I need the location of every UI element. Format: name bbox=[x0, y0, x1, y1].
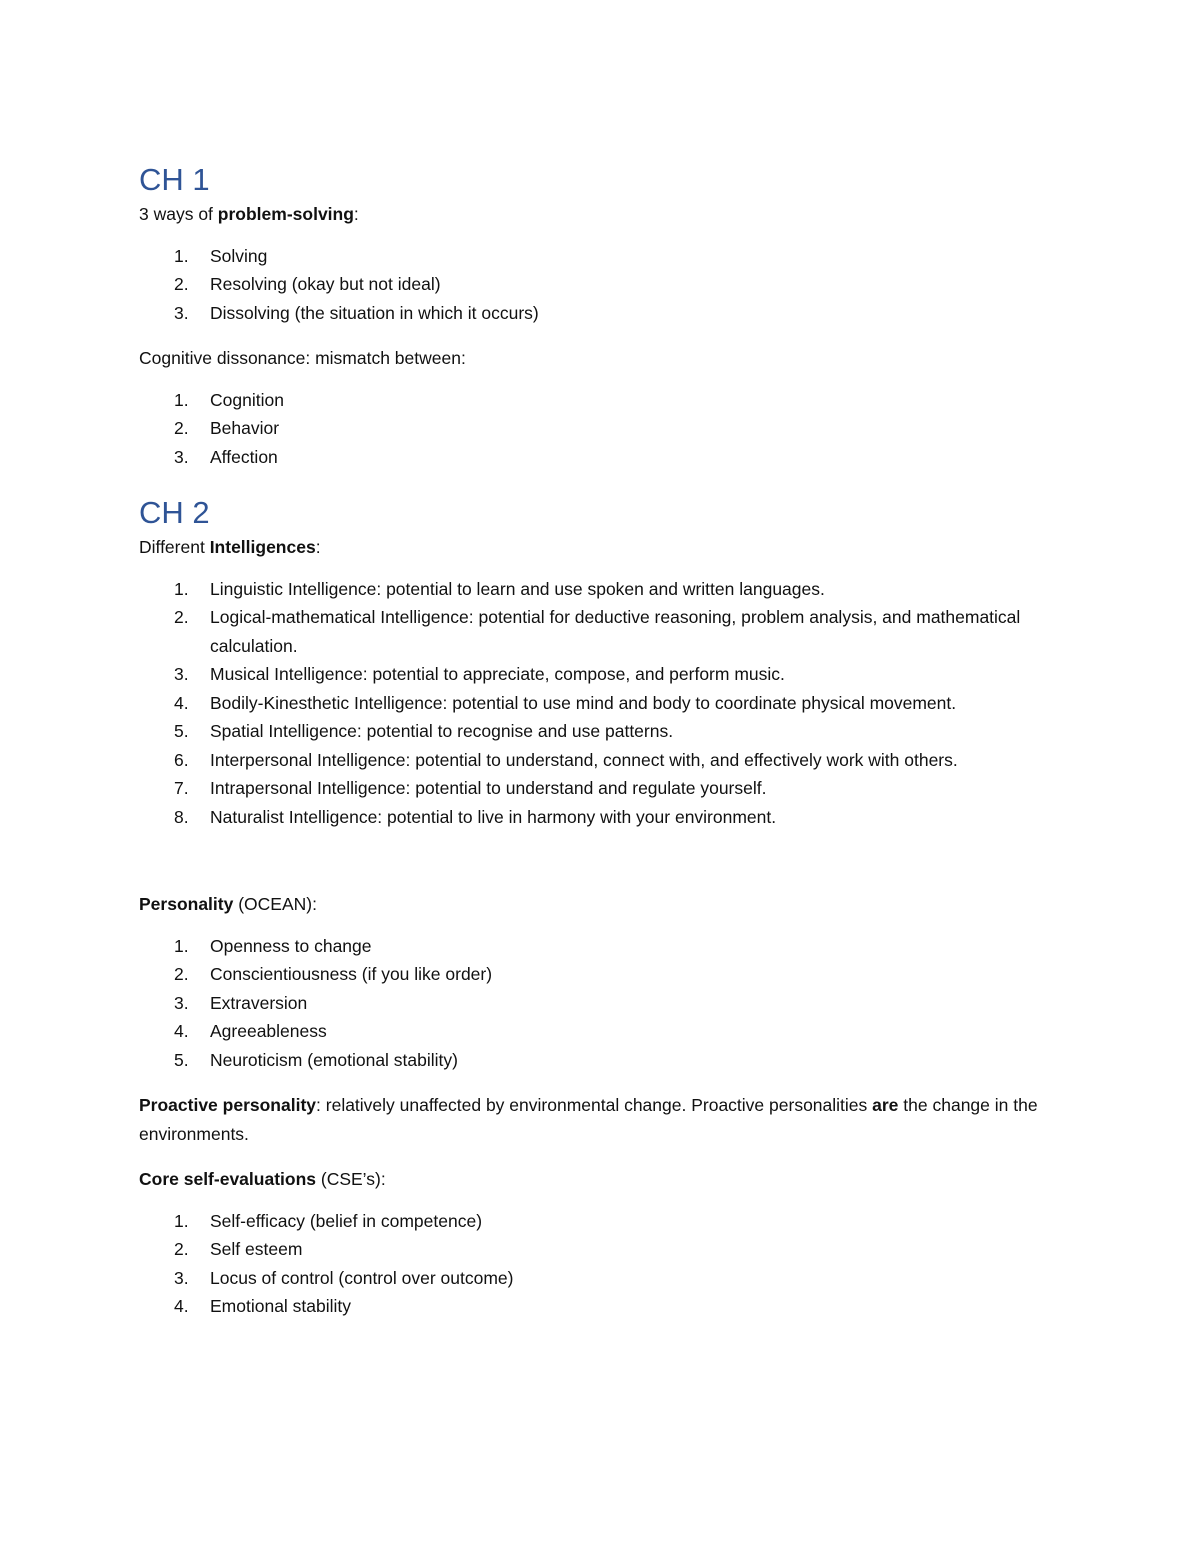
list-item-number: 2. bbox=[174, 964, 189, 984]
list-item bbox=[139, 1292, 1050, 1321]
list-item-text: Agreeableness bbox=[210, 1021, 327, 1041]
list-item-number: 2. bbox=[174, 418, 189, 438]
list-item-number: 3. bbox=[174, 664, 189, 684]
list-item-number: 3. bbox=[174, 992, 189, 1013]
list-item-number: 8. bbox=[174, 806, 189, 827]
list-item-number: 4. bbox=[174, 1296, 189, 1316]
list-item bbox=[139, 1046, 1050, 1075]
list-item-number: 3. bbox=[174, 1267, 189, 1288]
list-item-number: 4. bbox=[174, 692, 189, 713]
list-item-text: Behavior bbox=[210, 418, 280, 438]
list-item-text: Spatial Intelligence: potential to recognise and use patterns. bbox=[210, 721, 674, 741]
core-self-evaluations-list bbox=[139, 1207, 1050, 1321]
ch1-heading: CH 1 bbox=[139, 162, 210, 197]
list-item-text: Openness to change bbox=[210, 935, 372, 956]
list-item bbox=[139, 443, 1050, 472]
list-item bbox=[139, 746, 1050, 775]
list-item bbox=[139, 270, 1050, 299]
ch2-heading: CH 2 bbox=[139, 495, 210, 530]
list-item bbox=[139, 603, 1050, 660]
list-item-number: 3. bbox=[174, 302, 189, 323]
list-item-text: Bodily-Kinesthetic Intelligence: potential to use mind and body to coordinate physical movement. bbox=[210, 692, 957, 713]
list-item-number: 1. bbox=[174, 389, 189, 410]
list-item-number: 5. bbox=[174, 721, 189, 741]
list-item-number: 3. bbox=[174, 446, 189, 467]
list-item-text: Solving bbox=[210, 245, 268, 266]
list-item-number: 1. bbox=[174, 935, 189, 956]
list-item-text: Cognition bbox=[210, 389, 284, 410]
list-item-number: 6. bbox=[174, 749, 189, 770]
list-item-text: Interpersonal Intelligence: potential to understand, connect with, and effectively work with others. bbox=[210, 749, 958, 770]
cognitive-dissonance-list bbox=[139, 386, 1050, 472]
list-item-number: 1. bbox=[174, 1210, 189, 1231]
list-item-text: Musical Intelligence: potential to appreciate, compose, and perform music. bbox=[210, 664, 785, 684]
list-item-text: Affection bbox=[210, 446, 278, 467]
list-item bbox=[139, 414, 1050, 443]
list-item-text: Extraversion bbox=[210, 992, 308, 1013]
list-item-text: Dissolving (the situation in which it occurs) bbox=[210, 302, 539, 323]
intelligences-list bbox=[139, 575, 1050, 832]
intelligences-intro: Different Intelligences: bbox=[139, 537, 321, 557]
list-item-number: 7. bbox=[174, 778, 189, 798]
proactive-personality-paragraph: Proactive personality: relatively unaffected by environmental change. Proactive personalities are the change in the environments. bbox=[139, 1095, 1038, 1144]
list-item bbox=[139, 1235, 1050, 1264]
list-item-text: Locus of control (control over outcome) bbox=[210, 1267, 514, 1288]
list-item-number: 2. bbox=[174, 1239, 189, 1259]
list-item bbox=[139, 242, 1050, 271]
personality-list bbox=[139, 932, 1050, 1075]
problem-solving-list bbox=[139, 242, 1050, 328]
list-item bbox=[139, 932, 1050, 961]
list-item-text: Conscientiousness (if you like order) bbox=[210, 964, 493, 984]
list-item-text: Logical-mathematical Intelligence: potential for deductive reasoning, problem analysis, and mathematical calculation. bbox=[210, 607, 1021, 656]
list-item-text: Linguistic Intelligence: potential to learn and use spoken and written languages. bbox=[210, 578, 825, 599]
problem-solving-intro: 3 ways of problem-solving: bbox=[139, 204, 359, 224]
list-item-number: 1. bbox=[174, 578, 189, 599]
list-item bbox=[139, 299, 1050, 328]
list-item-number: 2. bbox=[174, 274, 189, 294]
list-item-text: Self-efficacy (belief in competence) bbox=[210, 1210, 483, 1231]
list-item bbox=[139, 1207, 1050, 1236]
list-item-text: Resolving (okay but not ideal) bbox=[210, 274, 441, 294]
list-item-number: 5. bbox=[174, 1049, 189, 1070]
list-item bbox=[139, 803, 1050, 832]
list-item bbox=[139, 717, 1050, 746]
list-item bbox=[139, 660, 1050, 689]
list-item-number: 1. bbox=[174, 245, 189, 266]
list-item-text: Self esteem bbox=[210, 1239, 303, 1259]
core-self-evaluations-intro: Core self-evaluations (CSE’s): bbox=[139, 1169, 386, 1189]
list-item-text: Intrapersonal Intelligence: potential to understand and regulate yourself. bbox=[210, 778, 767, 798]
list-item bbox=[139, 386, 1050, 415]
list-item-number: 4. bbox=[174, 1021, 189, 1041]
personality-intro: Personality (OCEAN): bbox=[139, 894, 317, 914]
list-item bbox=[139, 960, 1050, 989]
list-item bbox=[139, 575, 1050, 604]
list-item-text: Emotional stability bbox=[210, 1296, 352, 1316]
list-item-number: 2. bbox=[174, 607, 189, 627]
list-item bbox=[139, 774, 1050, 803]
list-item bbox=[139, 689, 1050, 718]
cognitive-dissonance-intro: Cognitive dissonance: mismatch between: bbox=[139, 348, 466, 368]
list-item-text: Neuroticism (emotional stability) bbox=[210, 1049, 458, 1070]
list-item bbox=[139, 989, 1050, 1018]
list-item-text: Naturalist Intelligence: potential to live in harmony with your environment. bbox=[210, 806, 777, 827]
list-item bbox=[139, 1017, 1050, 1046]
list-item bbox=[139, 1264, 1050, 1293]
